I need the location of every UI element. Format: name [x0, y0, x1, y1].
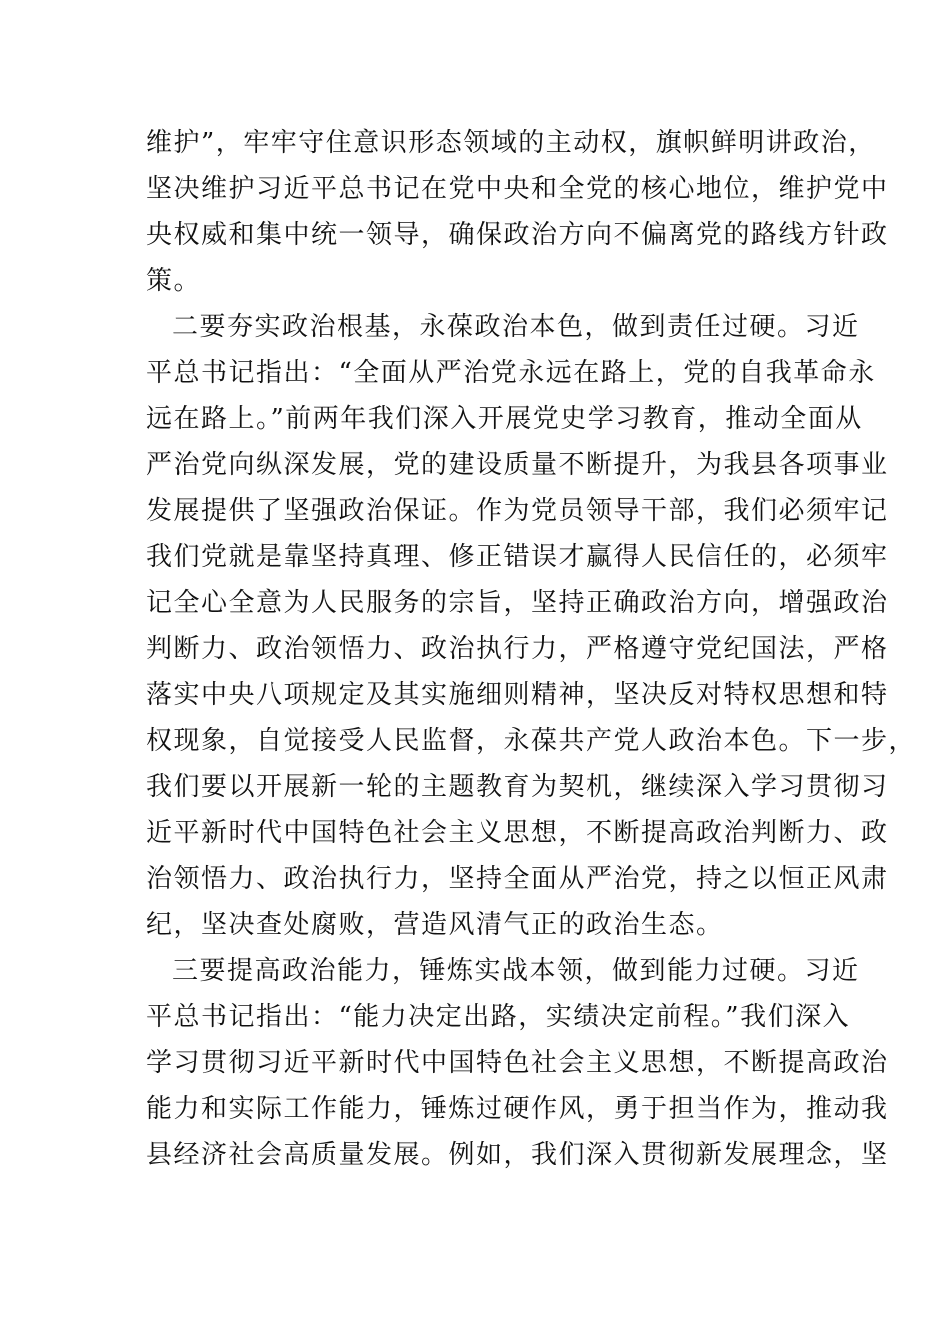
text-line: 近平新时代中国特色社会主义思想，不断提高政治判断力、政 [146, 818, 889, 848]
text-line: 二要夯实政治根基，永葆政治本色，做到责任过硬。习近 [172, 312, 860, 342]
paragraph [146, 120, 889, 304]
text-line: 能力和实际工作能力，锤炼过硬作风，勇于担当作为，推动我 [146, 1094, 889, 1124]
text-line: 学习贯彻习近平新时代中国特色社会主义思想，不断提高政治 [146, 1048, 889, 1078]
text-line: 坚决维护习近平总书记在党中央和全党的核心地位，维护党中 [146, 174, 889, 204]
text-line: 央权威和集中统一领导，确保政治方向不偏离党的路线方针政 [146, 220, 889, 250]
paragraph [146, 304, 917, 948]
text-line: 县经济社会高质量发展。例如，我们深入贯彻新发展理念，坚 [146, 1140, 889, 1170]
body-text [146, 120, 917, 1178]
text-line: 严治党向纵深发展，党的建设质量不断提升，为我县各项事业 [146, 450, 889, 480]
text-line: 三要提高政治能力，锤炼实战本领，做到能力过硬。习近 [172, 956, 860, 986]
text-line: 策。 [146, 266, 202, 296]
text-line: 维护”，牢牢守住意识形态领域的主动权，旗帜鲜明讲政治， [146, 128, 876, 158]
text-line: 纪，坚决查处腐败，营造风清气正的政治生态。 [146, 910, 724, 940]
text-line: 我们党就是靠坚持真理、修正错误才赢得人民信任的，必须牢 [146, 542, 889, 572]
text-line: 权现象，自觉接受人民监督，永葆共产党人政治本色。下一步， [146, 726, 917, 756]
text-line: 我们要以开展新一轮的主题教育为契机，继续深入学习贯彻习 [146, 772, 889, 802]
text-line: 发展提供了坚强政治保证。作为党员领导干部，我们必须牢记 [146, 496, 889, 526]
text-line: 远在路上。”前两年我们深入开展党史学习教育，推动全面从 [146, 404, 863, 434]
text-line: 治领悟力、政治执行力，坚持全面从严治党，持之以恒正风肃 [146, 864, 889, 894]
text-line: 判断力、政治领悟力、政治执行力，严格遵守党纪国法，严格 [146, 634, 889, 664]
paragraph [146, 948, 889, 1178]
text-line: 记全心全意为人民服务的宗旨，坚持正确政治方向，增强政治 [146, 588, 889, 618]
text-line: 平总书记指出：“能力决定出路，实绩决定前程。”我们深入 [146, 1002, 851, 1032]
text-line: 落实中央八项规定及其实施细则精神，坚决反对特权思想和特 [146, 680, 889, 710]
text-line: 平总书记指出：“全面从严治党永远在路上，党的自我革命永 [146, 358, 876, 388]
